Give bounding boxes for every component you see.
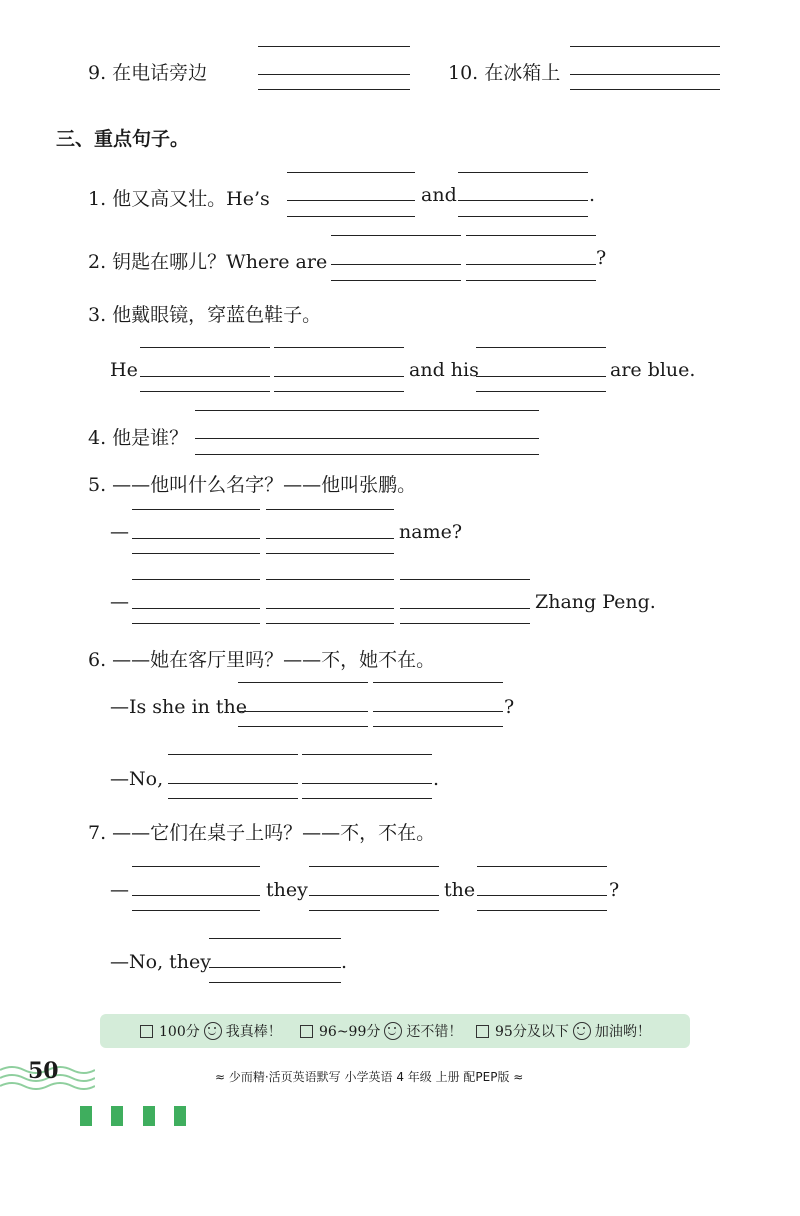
answer-line[interactable] <box>140 347 270 348</box>
answer-line[interactable] <box>477 866 607 867</box>
answer-line[interactable] <box>168 798 298 799</box>
dash: — <box>110 591 129 613</box>
answer-line[interactable] <box>570 46 720 47</box>
answer-line[interactable] <box>400 623 530 624</box>
answer-line[interactable] <box>132 538 260 539</box>
answer-line[interactable] <box>309 910 439 911</box>
score-label: 100分 <box>159 1024 200 1040</box>
answer-line[interactable] <box>458 216 588 217</box>
answer-line[interactable] <box>258 74 410 75</box>
period: . <box>341 951 348 973</box>
period: . <box>589 184 596 206</box>
answer-line[interactable] <box>274 376 404 377</box>
words-is-she-in-the: —Is she in the <box>110 696 248 718</box>
question-mark: ? <box>596 247 607 269</box>
answer-line[interactable] <box>477 910 607 911</box>
rating-option-95-below[interactable] <box>476 1021 651 1041</box>
vocab-item-10: 10. 在冰箱上 <box>448 62 561 84</box>
answer-line[interactable] <box>258 89 410 90</box>
green-bar-icon <box>143 1106 155 1126</box>
smiley-icon <box>204 1022 222 1040</box>
answer-line[interactable] <box>373 726 503 727</box>
answer-line[interactable] <box>132 553 260 554</box>
answer-line[interactable] <box>266 623 394 624</box>
answer-line[interactable] <box>302 783 432 784</box>
answer-line[interactable] <box>132 579 260 580</box>
answer-line[interactable] <box>287 172 415 173</box>
answer-line[interactable] <box>258 46 410 47</box>
book-info: ≈ 少而精·活页英语默写 小学英语 4 年级 上册 配PEP版 ≈ <box>215 1070 524 1084</box>
page-number: 50 <box>28 1058 59 1084</box>
answer-line[interactable] <box>302 798 432 799</box>
sentence-6-prompt: 6. ——她在客厅里吗？——不，她不在。 <box>88 649 436 671</box>
answer-line[interactable] <box>570 74 720 75</box>
score-label: 96~99分 <box>319 1024 381 1040</box>
smiley-icon <box>384 1022 402 1040</box>
answer-line[interactable] <box>266 538 394 539</box>
answer-line[interactable] <box>266 553 394 554</box>
green-bar-icon <box>111 1106 123 1126</box>
sentence-7-prompt: 7. ——它们在桌子上吗？——不，不在。 <box>88 822 436 844</box>
word-name: name? <box>399 521 463 543</box>
answer-line[interactable] <box>570 89 720 90</box>
answer-line[interactable] <box>238 711 368 712</box>
green-bar-icon <box>174 1106 186 1126</box>
answer-line[interactable] <box>309 866 439 867</box>
answer-line[interactable] <box>466 280 596 281</box>
answer-line[interactable] <box>209 938 341 939</box>
words-zhang-peng: Zhang Peng. <box>535 591 656 613</box>
answer-line[interactable] <box>466 235 596 236</box>
answer-line[interactable] <box>331 280 461 281</box>
answer-line[interactable] <box>132 910 260 911</box>
answer-line[interactable] <box>400 608 530 609</box>
sentence-4-prompt: 4. 他是谁？ <box>88 427 189 449</box>
answer-line[interactable] <box>400 579 530 580</box>
answer-line[interactable] <box>476 347 606 348</box>
words-are-blue: are blue. <box>610 359 696 381</box>
answer-line[interactable] <box>373 682 503 683</box>
answer-line[interactable] <box>458 172 588 173</box>
dash: — <box>110 521 129 543</box>
praise-label: 加油哟！ <box>594 1024 651 1040</box>
period: . <box>433 768 440 790</box>
answer-line[interactable] <box>266 608 394 609</box>
answer-line[interactable] <box>140 376 270 377</box>
answer-line[interactable] <box>466 264 596 265</box>
self-rating-band <box>100 1014 690 1048</box>
answer-line[interactable] <box>274 391 404 392</box>
answer-line[interactable] <box>132 866 260 867</box>
checkbox[interactable] <box>476 1025 489 1038</box>
answer-line[interactable] <box>195 454 539 455</box>
answer-line[interactable] <box>373 711 503 712</box>
sentence-1-prompt: 1. 他又高又壮。He’s <box>88 188 270 210</box>
answer-line[interactable] <box>209 982 341 983</box>
smiley-icon <box>573 1022 591 1040</box>
checkbox[interactable] <box>140 1025 153 1038</box>
score-label: 95分及以下 <box>495 1024 569 1040</box>
answer-line[interactable] <box>287 200 415 201</box>
question-mark: ? <box>504 696 515 718</box>
answer-line[interactable] <box>302 754 432 755</box>
answer-line[interactable] <box>274 347 404 348</box>
answer-line[interactable] <box>132 509 260 510</box>
section-title: 三、重点句子。 <box>56 128 190 150</box>
answer-line[interactable] <box>168 783 298 784</box>
vocab-item-9: 9. 在电话旁边 <box>88 62 208 84</box>
answer-line[interactable] <box>266 579 394 580</box>
answer-line[interactable] <box>195 438 539 439</box>
green-bar-icon <box>80 1106 92 1126</box>
word-they: they <box>266 879 308 901</box>
word-he: He <box>110 359 138 381</box>
answer-line[interactable] <box>476 391 606 392</box>
answer-line[interactable] <box>168 754 298 755</box>
answer-line[interactable] <box>331 235 461 236</box>
praise-label: 还不错！ <box>406 1024 463 1040</box>
answer-line[interactable] <box>287 216 415 217</box>
answer-line[interactable] <box>266 509 394 510</box>
sentence-2-prompt: 2. 钥匙在哪儿？Where are <box>88 251 328 273</box>
answer-line[interactable] <box>476 376 606 377</box>
answer-line[interactable] <box>238 726 368 727</box>
answer-line[interactable] <box>209 967 341 968</box>
answer-line[interactable] <box>458 200 588 201</box>
question-mark: ? <box>609 879 620 901</box>
answer-line[interactable] <box>132 608 260 609</box>
answer-line[interactable] <box>331 264 461 265</box>
dash: — <box>110 879 129 901</box>
words-no: —No, <box>110 768 164 790</box>
answer-line[interactable] <box>195 410 539 411</box>
word-the: the <box>444 879 476 901</box>
sentence-5-prompt: 5. ——他叫什么名字？——他叫张鹏。 <box>88 474 417 496</box>
words-and-his: and his <box>409 359 479 381</box>
answer-line[interactable] <box>132 895 260 896</box>
checkbox[interactable] <box>300 1025 313 1038</box>
answer-line[interactable] <box>132 623 260 624</box>
answer-line[interactable] <box>238 682 368 683</box>
answer-line[interactable] <box>309 895 439 896</box>
rating-option-100[interactable] <box>140 1021 282 1041</box>
sentence-1-and: and <box>421 184 457 206</box>
rating-option-96-99[interactable] <box>300 1021 462 1041</box>
praise-label: 我真棒！ <box>225 1024 282 1040</box>
answer-line[interactable] <box>477 895 607 896</box>
words-no-they: —No, they <box>110 951 211 973</box>
sentence-3-prompt: 3. 他戴眼镜，穿蓝色鞋子。 <box>88 304 322 326</box>
answer-line[interactable] <box>140 391 270 392</box>
